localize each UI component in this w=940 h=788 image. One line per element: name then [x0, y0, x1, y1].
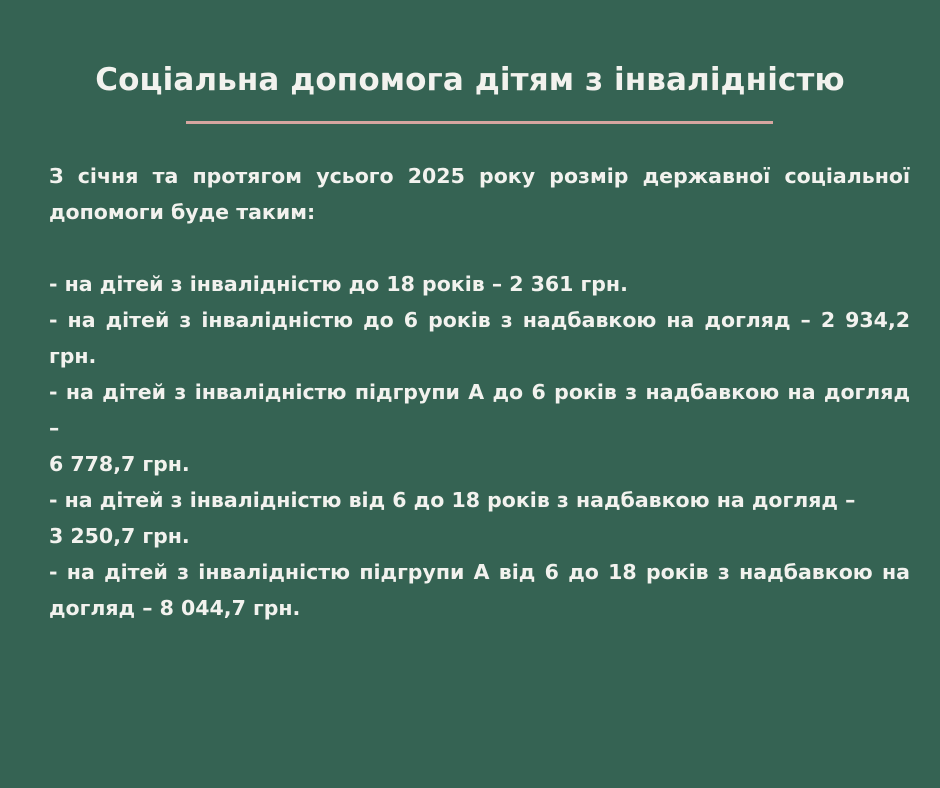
intro-paragraph: З січня та протягом усього 2025 року розмір державної соціальної допомоги буде таким:: [49, 164, 910, 224]
list-item: - на дітей з інвалідністю до 18 років – 2 361 грн.: [49, 272, 628, 296]
list-item: - на дітей з інвалідністю від 6 до 18 років з надбавкою на догляд –: [49, 488, 856, 512]
list-item-amount: 3 250,7 грн.: [49, 524, 190, 548]
list-item-amount: 6 778,7 грн.: [49, 452, 190, 476]
paragraph-spacer: [49, 230, 910, 266]
list-item: - на дітей з інвалідністю підгрупи А до 6 років з надбавкою на догляд –: [49, 380, 910, 440]
list-item: - на дітей з інвалідністю підгрупи А від 6 до 18 років з надбавкою на догляд – 8 044,7 грн.: [49, 560, 910, 620]
content-body: [49, 158, 910, 626]
list-item: - на дітей з інвалідністю до 6 років з надбавкою на догляд – 2 934,2 грн.: [49, 308, 910, 368]
page-title: Соціальна допомога дітям з інвалідністю: [95, 62, 845, 98]
title-divider: [186, 121, 773, 124]
